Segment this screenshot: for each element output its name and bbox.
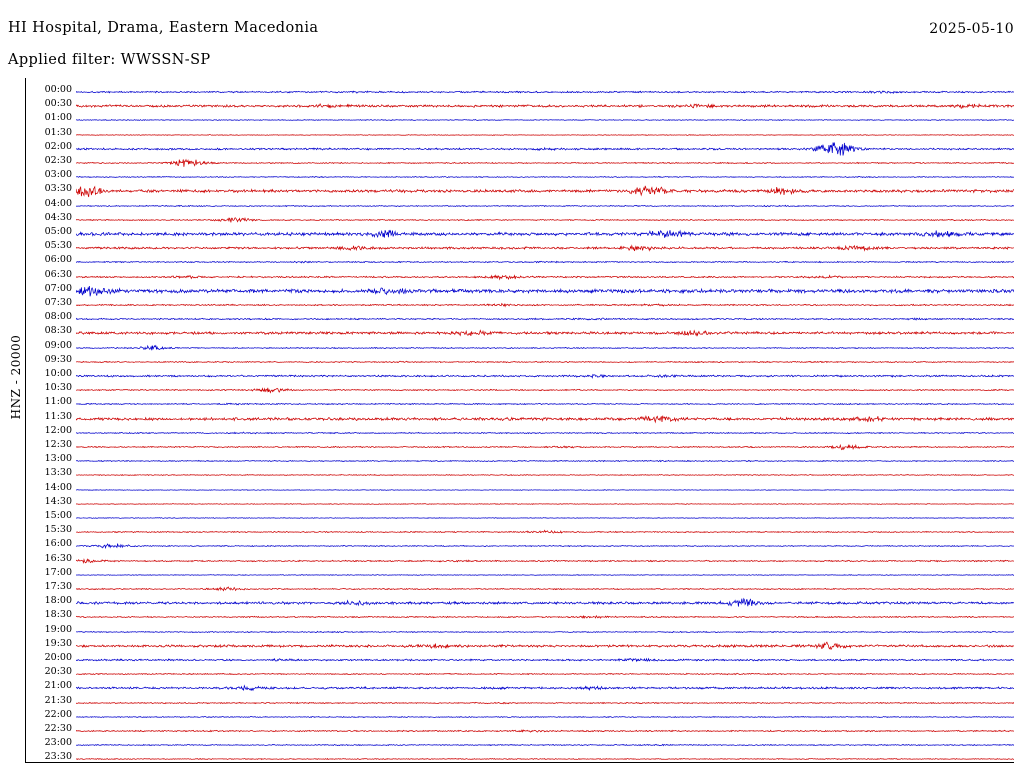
trace-waveform: [76, 284, 1014, 298]
trace-row: [0, 383, 1024, 397]
trace-time-label: 13:30: [44, 467, 72, 479]
trace-row: [0, 625, 1024, 639]
trace-waveform: [76, 582, 1014, 596]
trace-waveform: [76, 596, 1014, 610]
trace-waveform: [76, 156, 1014, 170]
trace-row: [0, 525, 1024, 539]
trace-time-label: 10:30: [44, 382, 72, 394]
trace-waveform: [76, 653, 1014, 667]
trace-row: [0, 113, 1024, 127]
trace-waveform: [76, 426, 1014, 440]
trace-row: [0, 554, 1024, 568]
trace-row: [0, 610, 1024, 624]
trace-waveform: [76, 539, 1014, 553]
trace-waveform: [76, 170, 1014, 184]
trace-time-label: 21:00: [44, 680, 72, 692]
trace-waveform: [76, 610, 1014, 624]
trace-waveform: [76, 752, 1014, 766]
trace-row: [0, 355, 1024, 369]
trace-time-label: 07:30: [44, 297, 72, 308]
trace-row: [0, 696, 1024, 710]
trace-waveform: [76, 298, 1014, 312]
trace-time-label: 20:00: [44, 652, 72, 663]
trace-waveform: [76, 113, 1014, 127]
trace-waveform: [76, 85, 1014, 99]
trace-row: [0, 128, 1024, 142]
trace-row: [0, 752, 1024, 766]
trace-time-label: 18:30: [44, 609, 72, 621]
trace-time-label: 23:30: [44, 751, 72, 763]
trace-row: [0, 412, 1024, 426]
y-axis-label: HNZ - 20000: [9, 334, 23, 420]
trace-time-label: 19:00: [44, 623, 72, 635]
trace-time-label: 05:00: [44, 226, 72, 237]
trace-time-label: 05:30: [44, 240, 72, 252]
trace-time-label: 11:00: [44, 396, 72, 408]
trace-time-label: 08:00: [44, 311, 72, 323]
trace-waveform: [76, 710, 1014, 724]
trace-time-label: 12:30: [44, 439, 72, 450]
trace-waveform: [76, 213, 1014, 227]
page-title: HI Hospital, Drama, Eastern Macedonia: [8, 20, 319, 36]
trace-waveform: [76, 738, 1014, 752]
trace-row: [0, 710, 1024, 724]
trace-waveform: [76, 639, 1014, 653]
trace-row: [0, 326, 1024, 340]
trace-time-label: 11:30: [44, 410, 72, 422]
trace-row: [0, 284, 1024, 298]
trace-row: [0, 270, 1024, 284]
trace-time-label: 00:00: [44, 84, 72, 95]
trace-time-label: 03:30: [44, 183, 72, 195]
trace-waveform: [76, 681, 1014, 695]
trace-row: [0, 653, 1024, 667]
trace-time-label: 07:00: [44, 282, 72, 294]
trace-waveform: [76, 454, 1014, 468]
trace-row: [0, 483, 1024, 497]
trace-time-label: 22:00: [44, 708, 72, 720]
trace-time-label: 22:30: [44, 723, 72, 734]
trace-time-label: 02:30: [44, 155, 72, 166]
helicorder-plot: [0, 78, 1024, 780]
trace-row: [0, 440, 1024, 454]
trace-waveform: [76, 483, 1014, 497]
trace-waveform: [76, 525, 1014, 539]
trace-time-label: 15:30: [44, 524, 72, 536]
trace-row: [0, 227, 1024, 241]
trace-row: [0, 156, 1024, 170]
trace-waveform: [76, 270, 1014, 284]
trace-time-label: 14:30: [44, 495, 72, 507]
trace-waveform: [76, 312, 1014, 326]
trace-row: [0, 213, 1024, 227]
trace-waveform: [76, 568, 1014, 582]
trace-time-label: 06:30: [44, 268, 72, 280]
trace-time-label: 09:30: [44, 353, 72, 365]
trace-row: [0, 568, 1024, 582]
trace-time-label: 16:00: [44, 538, 72, 550]
trace-row: [0, 170, 1024, 184]
trace-row: [0, 681, 1024, 695]
trace-waveform: [76, 468, 1014, 482]
trace-time-label: 20:30: [44, 666, 72, 678]
trace-time-label: 15:00: [44, 510, 72, 521]
trace-waveform: [76, 383, 1014, 397]
trace-row: [0, 667, 1024, 681]
trace-time-label: 02:00: [44, 140, 72, 152]
trace-row: [0, 639, 1024, 653]
trace-row: [0, 397, 1024, 411]
trace-row: [0, 255, 1024, 269]
trace-row: [0, 341, 1024, 355]
trace-waveform: [76, 255, 1014, 269]
trace-time-label: 03:00: [44, 169, 72, 181]
trace-waveform: [76, 440, 1014, 454]
trace-time-label: 06:00: [44, 254, 72, 266]
trace-time-label: 10:00: [44, 368, 72, 379]
trace-time-label: 01:30: [44, 126, 72, 138]
trace-row: [0, 596, 1024, 610]
trace-waveform: [76, 142, 1014, 156]
trace-time-label: 17:00: [44, 566, 72, 578]
trace-waveform: [76, 199, 1014, 213]
trace-waveform: [76, 497, 1014, 511]
trace-waveform: [76, 184, 1014, 198]
trace-row: [0, 724, 1024, 738]
trace-waveform: [76, 511, 1014, 525]
trace-time-label: 18:00: [44, 595, 72, 607]
trace-time-label: 09:00: [44, 339, 72, 351]
trace-waveform: [76, 625, 1014, 639]
trace-time-label: 04:00: [44, 197, 72, 209]
trace-time-label: 04:30: [44, 211, 72, 223]
trace-time-label: 00:30: [44, 98, 72, 110]
trace-row: [0, 142, 1024, 156]
chart-header: [0, 0, 1024, 78]
trace-time-label: 01:00: [44, 112, 72, 124]
trace-waveform: [76, 667, 1014, 681]
trace-row: [0, 511, 1024, 525]
trace-waveform: [76, 554, 1014, 568]
trace-row: [0, 312, 1024, 326]
trace-row: [0, 298, 1024, 312]
trace-waveform: [76, 99, 1014, 113]
trace-time-label: 14:00: [44, 481, 72, 493]
trace-waveform: [76, 128, 1014, 142]
trace-waveform: [76, 355, 1014, 369]
trace-time-label: 08:30: [44, 325, 72, 337]
trace-time-label: 13:00: [44, 453, 72, 465]
trace-time-label: 21:30: [44, 694, 72, 706]
trace-time-label: 23:00: [44, 737, 72, 749]
trace-waveform: [76, 397, 1014, 411]
trace-row: [0, 426, 1024, 440]
trace-time-label: 12:00: [44, 424, 72, 436]
trace-time-label: 19:30: [44, 637, 72, 649]
trace-row: [0, 85, 1024, 99]
trace-waveform: [76, 412, 1014, 426]
trace-waveform: [76, 241, 1014, 255]
trace-row: [0, 454, 1024, 468]
trace-row: [0, 738, 1024, 752]
trace-row: [0, 497, 1024, 511]
trace-row: [0, 369, 1024, 383]
trace-row: [0, 241, 1024, 255]
filter-label: Applied filter: WWSSN-SP: [8, 52, 211, 68]
trace-time-label: 17:30: [44, 581, 72, 592]
trace-waveform: [76, 326, 1014, 340]
trace-waveform: [76, 724, 1014, 738]
trace-waveform: [76, 341, 1014, 355]
trace-row: [0, 582, 1024, 596]
trace-row: [0, 539, 1024, 553]
trace-waveform: [76, 369, 1014, 383]
date-label: 2025-05-10: [929, 21, 1014, 37]
trace-waveform: [76, 696, 1014, 710]
trace-row: [0, 468, 1024, 482]
trace-row: [0, 99, 1024, 113]
trace-waveform: [76, 227, 1014, 241]
trace-row: [0, 199, 1024, 213]
trace-time-label: 16:30: [44, 552, 72, 564]
trace-row: [0, 184, 1024, 198]
